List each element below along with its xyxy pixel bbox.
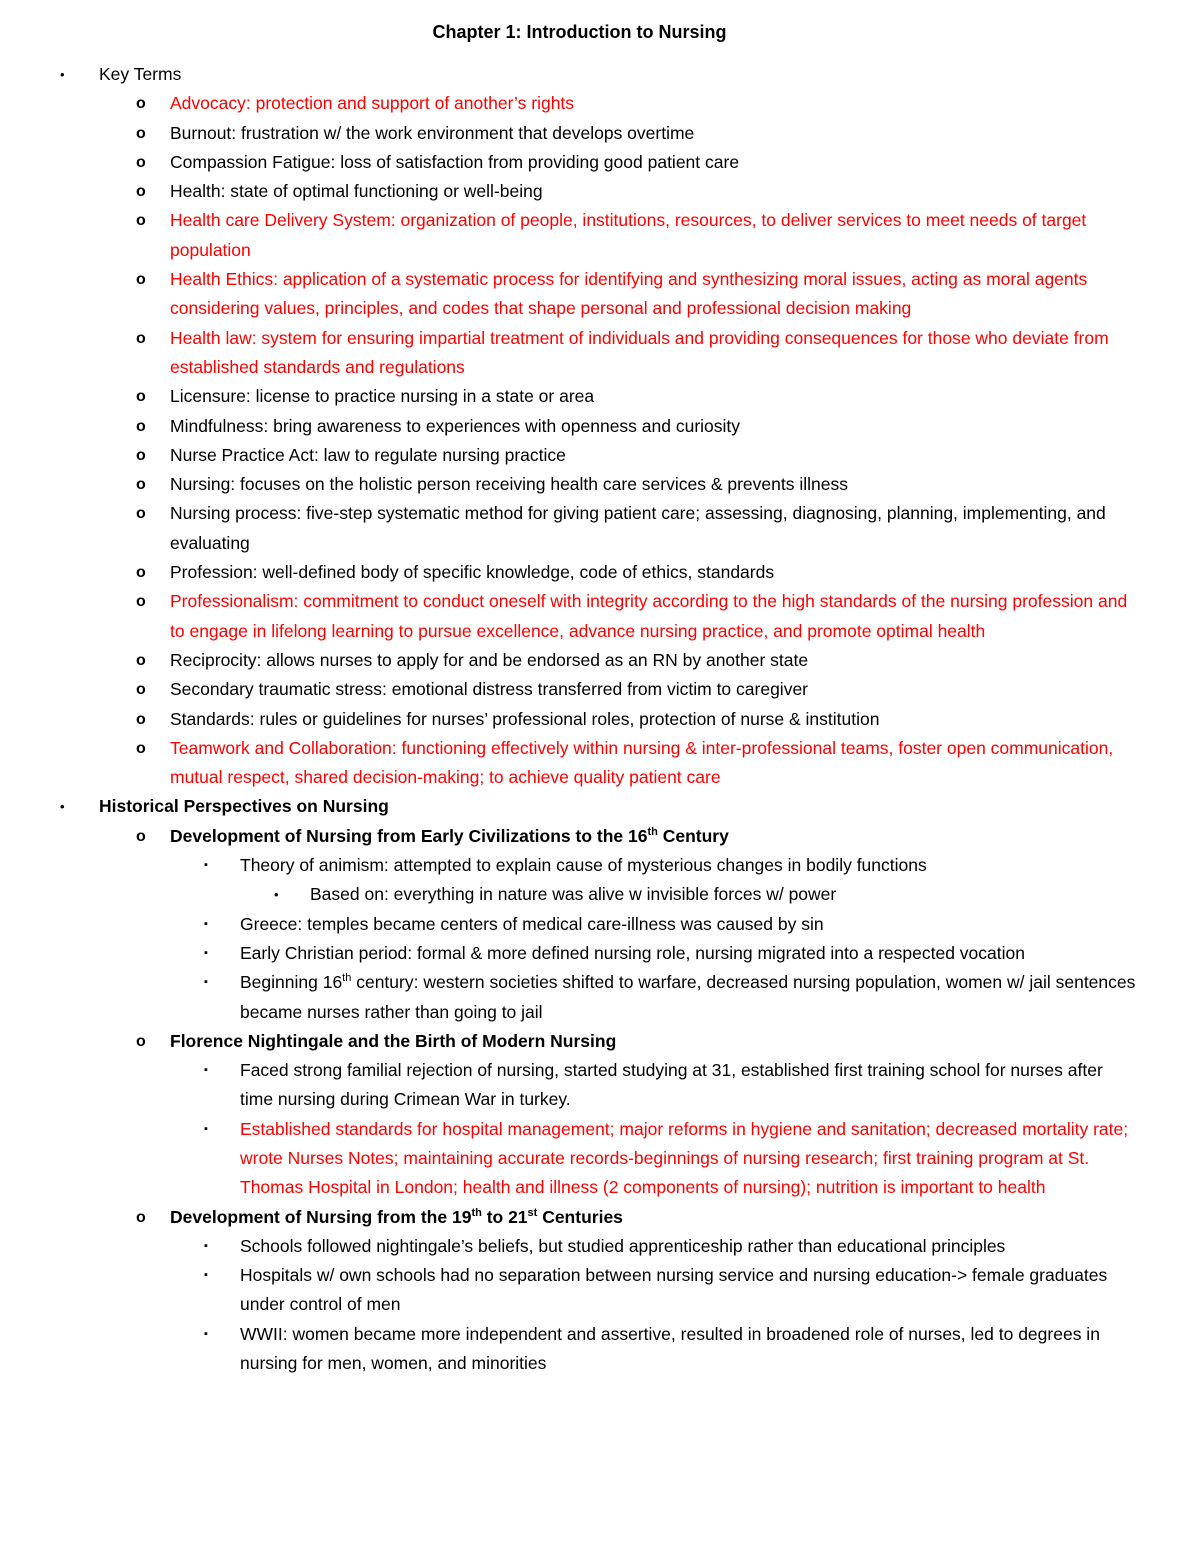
item-text: Hospitals w/ own schools had no separation between nursing service and nursing education-> female graduates under control of men [240,1265,1108,1315]
circle-bullet-icon: o [136,1208,146,1226]
section-heading: Key Terms [99,64,182,84]
list-item [0,148,1135,177]
section-key-terms [0,60,1139,89]
bullet-icon: • [274,887,279,903]
term-text: Professionalism: commitment to conduct oneself with integrity according to the high standards of the nursing profession and to engage in lifelong learning to pursue excellence, advance nursing practice, and promote optimal health [170,591,1128,641]
list-item [0,734,1135,793]
square-bullet-icon: ▪ [204,1269,208,1282]
circle-bullet-icon: o [136,446,146,464]
circle-bullet-icon: o [136,329,146,347]
subsection-heading: Development of Nursing from Early Civilizations to the 16th Century [170,825,729,846]
page-title: Chapter 1: Introduction to Nursing [432,22,727,42]
circle-bullet-icon: o [136,153,146,171]
term-text: Health care Delivery System: organization of people, institutions, resources, to deliver services to meet needs of target population [170,210,1087,260]
term-text: Health law: system for ensuring impartial treatment of individuals and providing consequences for those who deviate from established standards and regulations [170,327,1109,377]
list-item [0,324,1135,383]
list-item [0,177,1135,206]
list-item [0,705,1135,734]
term-text: Health Ethics: application of a systematic process for identifying and synthesizing moral issues, acting as moral agents considering values, principles, and codes that shape personal and professional decision making [170,269,1088,319]
circle-bullet-icon: o [136,388,146,406]
item-text: Faced strong familial rejection of nursing, started studying at 31, established first training school for nurses after time nursing during Crimean War in turkey. [240,1060,1103,1110]
list-item [0,558,1135,587]
list-item [0,1056,1140,1115]
list-item [0,968,1140,1027]
list-item [0,939,1140,968]
list-item [0,851,1140,880]
item-text: Theory of animism: attempted to explain cause of mysterious changes in bodily functions [240,855,927,876]
circle-bullet-icon: o [136,212,146,230]
term-text: Nursing process: five-step systematic method for giving patient care; assessing, diagnosing, planning, implementing, and evaluating [170,503,1106,553]
circle-bullet-icon: o [136,505,146,523]
term-text: Nurse Practice Act: law to regulate nursing practice [170,444,566,465]
list-item [0,1115,1140,1203]
circle-bullet-icon: o [136,651,146,669]
list-item [0,206,1135,265]
list-item [0,1232,1140,1261]
section-heading: Historical Perspectives on Nursing [99,796,389,817]
list-item [0,1261,1140,1320]
list-item [0,646,1135,675]
list-item [0,880,1140,909]
circle-bullet-icon: o [136,183,146,201]
list-item [0,499,1135,558]
document-body [0,60,1200,1378]
list-item [0,470,1135,499]
circle-bullet-icon: o [136,95,146,113]
circle-bullet-icon: o [136,1032,146,1050]
section-historical-perspectives [0,792,1139,821]
list-item [0,587,1135,646]
term-text: Reciprocity: allows nurses to apply for and be endorsed as an RN by another state [170,649,809,670]
list-item [0,675,1135,704]
term-text: Compassion Fatigue: loss of satisfaction from providing good patient care [170,151,740,172]
subsection-heading: Florence Nightingale and the Birth of Modern Nursing [170,1030,617,1051]
item-text: Greece: temples became centers of medical care-illness was caused by sin [240,913,824,934]
item-text: Beginning 16th century: western societies shifted to warfare, decreased nursing population, women w/ jail sentences became nurses rather than going to jail [240,972,1136,1022]
term-text: Mindfulness: bring awareness to experiences with openness and curiosity [170,415,741,436]
item-text: Schools followed nightingale’s beliefs, but studied apprenticeship rather than educational principles [240,1235,1006,1256]
term-text: Burnout: frustration w/ the work environment that develops overtime [170,122,695,143]
circle-bullet-icon: o [136,827,146,845]
subsection-heading: Development of Nursing from the 19th to 21st Centuries [170,1206,623,1227]
circle-bullet-icon: o [136,124,146,142]
circle-bullet-icon: o [136,271,146,289]
term-text: Teamwork and Collaboration: functioning effectively within nursing & inter-professional teams, foster open communication, mutual respect, shared decision-making; to achieve quality patient care [170,737,1114,788]
square-bullet-icon: ▪ [204,1064,208,1077]
item-text: WWII: women became more independent and assertive, resulted in broadened role of nurses, led to degrees in nursing for men, women, and minorities [240,1323,1100,1374]
term-text: Health: state of optimal functioning or well-being [170,181,543,202]
term-text: Licensure: license to practice nursing in a state or area [170,386,595,407]
bullet-icon: • [60,67,65,82]
list-item [0,1320,1140,1379]
list-item [0,910,1140,939]
list-item [0,412,1135,441]
term-text: Standards: rules or guidelines for nurses’ professional roles, protection of nurse & institution [170,708,880,729]
term-text: Advocacy: protection and support of another’s rights [170,93,575,114]
circle-bullet-icon: o [136,564,146,582]
circle-bullet-icon: o [136,593,146,611]
term-text: Secondary traumatic stress: emotional distress transferred from victim to caregiver [170,679,808,700]
square-bullet-icon: ▪ [204,1239,208,1252]
square-bullet-icon: ▪ [204,917,208,930]
circle-bullet-icon: o [136,417,146,435]
bullet-icon: • [60,799,65,815]
key-terms-list [0,89,1200,792]
square-bullet-icon: ▪ [204,1122,208,1135]
list-item [0,265,1135,324]
list-item [0,382,1135,411]
subsection-modern-nursing [0,1203,1135,1232]
square-bullet-icon: ▪ [204,1327,208,1340]
square-bullet-icon: ▪ [204,976,208,989]
item-text: Based on: everything in nature was alive w invisible forces w/ power [310,884,837,905]
circle-bullet-icon: o [136,739,146,757]
term-text: Profession: well-defined body of specific knowledge, code of ethics, standards [170,562,775,583]
item-text: Established standards for hospital management; major reforms in hygiene and sanitation; decreased mortality rate; wrote Nurses Notes; maintaining accurate records-beginnings of nursing research; first training program at St. Thomas Hospital in London; health and illness (2 components of nursing); nutrition is important to health [240,1118,1129,1198]
square-bullet-icon: ▪ [204,859,208,872]
item-text: Early Christian period: formal & more defined nursing role, nursing migrated into a respected vocation [240,942,1025,963]
list-item [0,89,1135,118]
circle-bullet-icon: o [136,710,146,728]
subsection-nightingale [0,1027,1135,1056]
list-item [0,441,1135,470]
list-item [0,119,1135,148]
subsection-early-civilizations [0,822,1135,851]
circle-bullet-icon: o [136,476,146,494]
circle-bullet-icon: o [136,681,146,699]
square-bullet-icon: ▪ [204,946,208,959]
term-text: Nursing: focuses on the holistic person receiving health care services & prevents illness [170,474,848,495]
